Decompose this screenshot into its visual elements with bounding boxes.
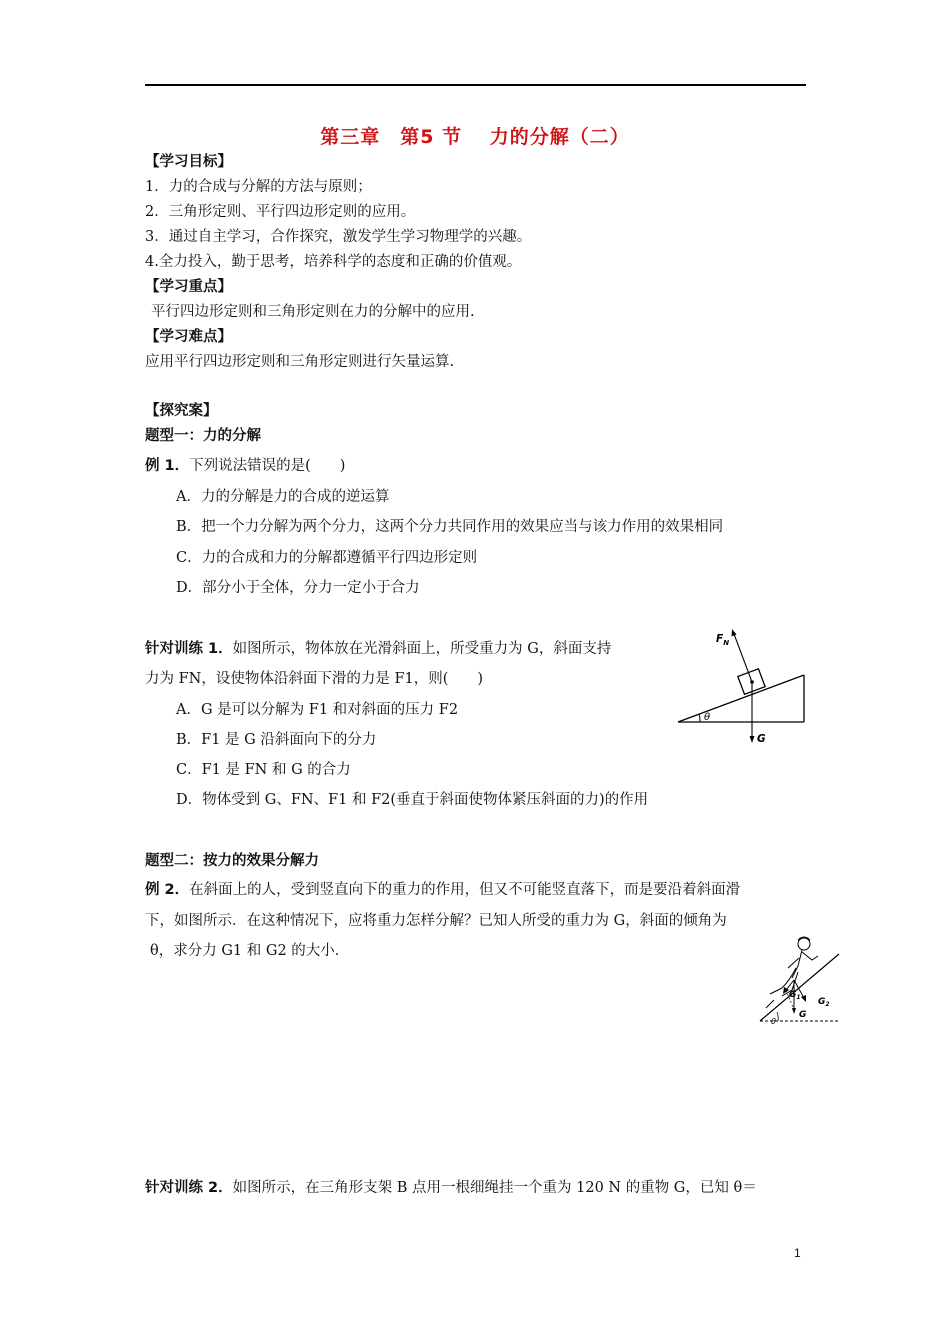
normal-force-arrowhead xyxy=(732,629,737,637)
example1-option: A．力的分解是力的合成的逆运算 xyxy=(176,489,390,505)
goal-item: 1．力的合成与分解的方法与原则； xyxy=(145,179,372,195)
example1-option: B．把一个力分解为两个分力，这两个分力共同作用的效果应当与该力作用的效果相同 xyxy=(176,519,724,535)
goal-item: 4.全力投入，勤于思考，培养科学的态度和正确的价值观。 xyxy=(145,254,522,270)
example1-label: 例 1． xyxy=(145,458,190,474)
training2-text: 如图所示，在三角形支架 B 点用一根细绳挂一个重为 120 N 的重物 G，已知 θ＝ xyxy=(232,1180,757,1196)
example1-text: 下列说法错误的是( ) xyxy=(189,458,346,474)
g1-label: $G_1$ xyxy=(789,990,801,1001)
example1-option: C．力的合成和力的分解都遵循平行四边形定则 xyxy=(176,550,478,566)
difficulty-text: 应用平行四边形定则和三角形定则进行矢量运算. xyxy=(145,354,455,370)
example2-line3: θ，求分力 G1 和 G2 的大小． xyxy=(150,943,350,959)
explore-heading: 【探究案】 xyxy=(145,403,218,419)
incline-block-figure xyxy=(672,625,812,750)
g-label: G xyxy=(757,733,766,745)
example2-line2: 下，如图所示．在这种情况下，应将重力怎样分解？已知人所受的重力为 G，斜面的倾角为 xyxy=(145,913,727,929)
training1-option: A．G 是可以分解为 F1 和对斜面的压力 F2 xyxy=(176,702,459,718)
g2-label: $G_2$ xyxy=(818,997,830,1008)
gravity-arrowhead xyxy=(750,736,755,743)
training2-question xyxy=(145,1178,757,1198)
training1-line1: 如图所示，物体放在光滑斜面上，所受重力为 G，斜面支持 xyxy=(232,641,612,657)
type1-heading: 题型一：力的分解 xyxy=(145,428,261,444)
difficulty-heading: 【学习难点】 xyxy=(145,329,232,345)
example1-question xyxy=(145,456,345,476)
type2-heading: 题型二：按力的效果分解力 xyxy=(145,853,319,869)
page-title: 第三章 第5 节 力的分解（二） xyxy=(320,126,630,148)
person-on-incline-figure xyxy=(752,932,842,1024)
training1-line2: 力为 FN，设使物体沿斜面下滑的力是 F1，则( ) xyxy=(145,671,484,687)
example2-line1: 例 2．在斜面上的人，受到竖直向下的重力的作用，但又不可能竖直落下，而是要沿着斜面滑 xyxy=(145,882,741,898)
key-point-text: 平行四边形定则和三角形定则在力的分解中的应用. xyxy=(151,304,475,320)
training1-option: C．F1 是 FN 和 G 的合力 xyxy=(176,762,351,778)
goal-item: 3．通过自主学习，合作探究，激发学生学习物理学的兴趣。 xyxy=(145,229,532,245)
fn-label: $F_N$ xyxy=(716,633,730,647)
training1-question xyxy=(145,639,611,659)
goal-item: 2．三角形定则、平行四边形定则的应用。 xyxy=(145,204,416,220)
theta-label: θ xyxy=(704,712,711,723)
g-label: G xyxy=(799,1010,807,1020)
training2-label: 针对训练 2． xyxy=(145,1180,233,1196)
training1-option: B．F1 是 G 沿斜面向下的分力 xyxy=(176,732,377,748)
theta-arc xyxy=(699,714,700,722)
page-number: 1 xyxy=(794,1246,801,1260)
key-point-heading: 【学习重点】 xyxy=(145,279,232,295)
example2-label: 例 2． xyxy=(145,882,190,898)
training1-option: D．物体受到 G、FN、F1 和 F2(垂直于斜面使物体紧压斜面的力)的作用 xyxy=(176,792,649,808)
goals-heading: 【学习目标】 xyxy=(145,154,232,170)
theta-label: θ xyxy=(771,1017,776,1024)
training1-label: 针对训练 1． xyxy=(145,641,233,657)
header-rule xyxy=(145,84,806,86)
example1-option: D．部分小于全体，分力一定小于合力 xyxy=(176,580,420,596)
